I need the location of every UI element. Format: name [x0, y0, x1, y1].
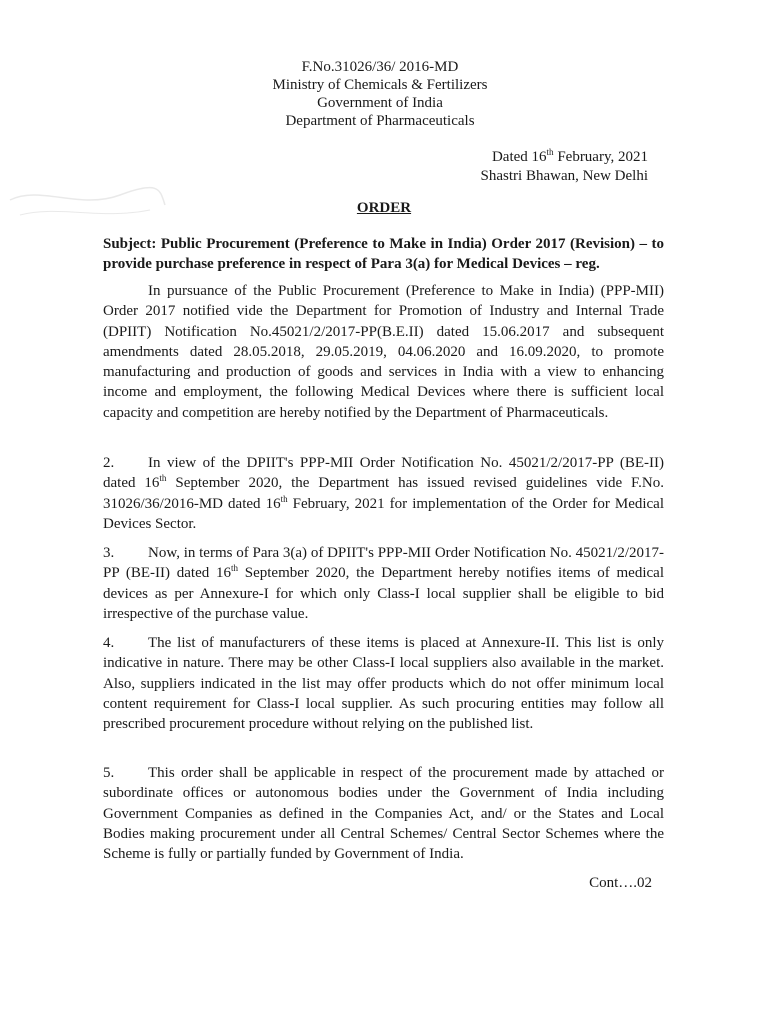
- paragraph-4: 4. The list of manufacturers of these items is placed at Annexure-II. This list is only indicative in nature. There may be other Class-I local suppliers also available in the market. Also, suppliers indicated in the list may offer products which do not offer minimum local content requirement for Class-I local supplier. As such procuring entities may follow all prescribed procurement procedure without relying on the published list.: [103, 635, 664, 733]
- paragraph-number: 2.: [103, 455, 115, 471]
- continuation-marker: Cont….02: [589, 875, 652, 891]
- file-number: F.No.31026/36/ 2016-MD: [301, 59, 459, 75]
- ministry-name: Ministry of Chemicals & Fertilizers: [272, 77, 488, 93]
- department-name: Department of Pharmaceuticals: [285, 113, 475, 129]
- paragraph-2: 2. In view of the DPIIT's PPP-MII Order Notification No. 45021/2/2017-PP (BE-II) dated 16th September 2020, the Department has issued revised guidelines vide F.No. 31026/36/2016-MD dated 16th February, 2021 for implementation of the Order for Medical Devices Sector.: [103, 455, 665, 532]
- paragraph-number: 5.: [103, 765, 115, 781]
- paragraph-number: 4.: [103, 635, 115, 651]
- subject-line: Subject: Public Procurement (Preference to Make in India) Order 2017 (Revision) – to provide purchase preference in respect of Para 3(a) for Medical Devices – reg.: [103, 236, 664, 272]
- paragraph-3: 3. Now, in terms of Para 3(a) of DPIIT's PPP-MII Order Notification No. 45021/2/2017-PP (BE-II) dated 16th September 2020, the Department hereby notifies items of medical devices as per Annexure-I for which only Class-I local supplier shall be eligible to bid irrespective of the purchase value.: [103, 545, 664, 622]
- paragraph-number: 3.: [103, 545, 115, 561]
- letterhead: [0, 58, 768, 130]
- paragraph-intro: In pursuance of the Public Procurement (Preference to Make in India) (PPP-MII) Order 2017 notified vide the Department for Promotion of Industry and Internal Trade (DPIIT) Notification No.45021/2/2017-PP(B.E.II) dated 15.06.2017 and subsequent amendments dated 28.05.2018, 29.05.2019, 04.06.2020 and 16.09.2020, to promote manufacturing and production of goods and services in India with a view to enhancing income and employment, the following Medical Devices where there is sufficient local capacity and competition are hereby notified by the Department of Pharmaceuticals.: [103, 283, 664, 421]
- place-line: Shastri Bhawan, New Delhi: [480, 168, 648, 184]
- order-title: ORDER: [356, 200, 412, 216]
- date-line: Dated 16th February, 2021: [491, 147, 648, 165]
- government-name: Government of India: [317, 95, 443, 111]
- date-place-block: [481, 148, 648, 186]
- paragraph-5: 5. This order shall be applicable in respect of the procurement made by attached or subordinate offices or autonomous bodies under the Government of India including Government Companies as defined in the Companies Act, and/ or the States and Local Bodies making procurement under all Central Schemes/ Central Sector Schemes where the Scheme is fully or partially funded by Government of India.: [103, 765, 664, 863]
